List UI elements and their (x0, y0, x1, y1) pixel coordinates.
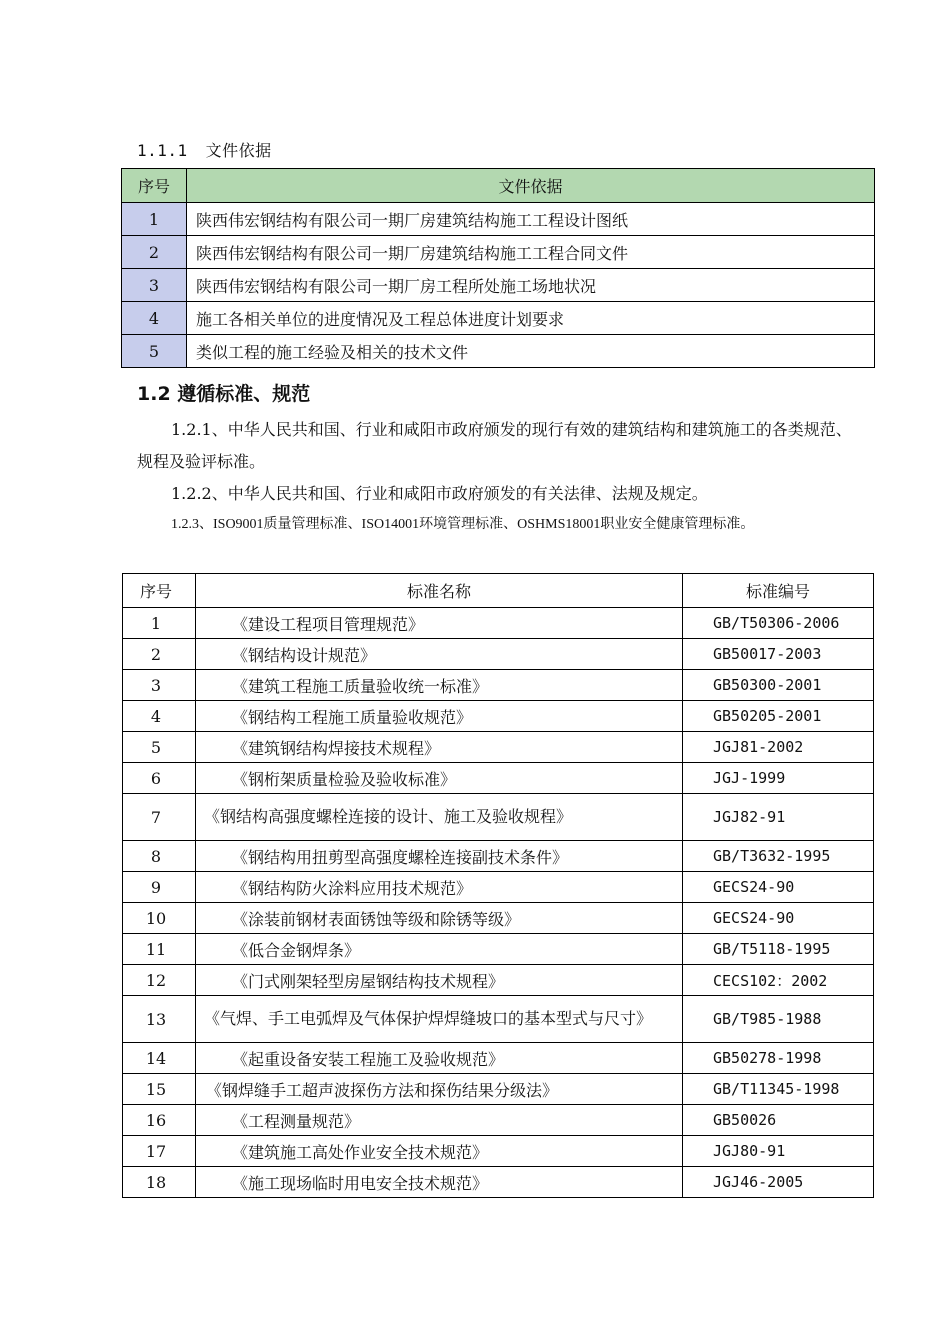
row-standard-name: 《气焊、手工电弧焊及气体保护焊焊缝坡口的基本型式与尺寸》 (196, 996, 683, 1043)
header-standard-name: 标准名称 (196, 574, 683, 608)
table-header-row (122, 169, 875, 203)
table-row (123, 670, 874, 701)
row-standard-name: 《建设工程项目管理规范》 (196, 608, 683, 639)
row-standard-name: 《工程测量规范》 (196, 1105, 683, 1136)
document-basis-table (121, 168, 875, 368)
row-standard-code: GB/T3632-1995 (683, 841, 874, 872)
row-standard-name: 《门式刚架轻型房屋钢结构技术规程》 (196, 965, 683, 996)
row-standard-code: GB/T985-1988 (683, 996, 874, 1043)
row-standard-name: 《钢桁架质量检验及验收标准》 (196, 763, 683, 794)
row-index: 15 (123, 1074, 196, 1105)
row-index: 18 (123, 1167, 196, 1198)
row-index: 10 (123, 903, 196, 934)
paragraph-1-2-2: 1.2.2、中华人民共和国、行业和咸阳市政府颁发的有关法律、法规及规定。 (171, 484, 708, 503)
row-standard-code: GB50017-2003 (683, 639, 874, 670)
row-text: 陕西伟宏钢结构有限公司一期厂房工程所处施工场地状况 (187, 269, 875, 302)
table-row (123, 608, 874, 639)
row-standard-name: 《施工现场临时用电安全技术规范》 (196, 1167, 683, 1198)
row-standard-code: GECS24-90 (683, 903, 874, 934)
row-index: 7 (123, 794, 196, 841)
row-standard-name: 《涂装前钢材表面锈蚀等级和除锈等级》 (196, 903, 683, 934)
table-row (123, 934, 874, 965)
row-standard-name: 《建筑钢结构焊接技术规程》 (196, 732, 683, 763)
header-index: 序号 (122, 169, 187, 203)
row-standard-code: GB50205-2001 (683, 701, 874, 732)
section-heading-1-1-1 (137, 138, 272, 161)
table-row (123, 965, 874, 996)
row-index: 14 (123, 1043, 196, 1074)
table-header-row (123, 574, 874, 608)
row-standard-name: 《钢结构用扭剪型高强度螺栓连接副技术条件》 (196, 841, 683, 872)
table-row (122, 302, 875, 335)
table-row (122, 236, 875, 269)
row-standard-code: GB/T11345-1998 (683, 1074, 874, 1105)
row-index: 16 (123, 1105, 196, 1136)
table-row (123, 639, 874, 670)
paragraph-1-2-1: 1.2.1、中华人民共和国、行业和咸阳市政府颁发的现行有效的建筑结构和建筑施工的各类规范、规程及验评标准。 (137, 420, 852, 471)
row-standard-name: 《建筑施工高处作业安全技术规范》 (196, 1136, 683, 1167)
row-standard-code: JGJ82-91 (683, 794, 874, 841)
row-index: 3 (123, 670, 196, 701)
row-standard-code: JGJ46-2005 (683, 1167, 874, 1198)
row-index: 5 (123, 732, 196, 763)
row-text: 陕西伟宏钢结构有限公司一期厂房建筑结构施工工程合同文件 (187, 236, 875, 269)
row-index: 3 (122, 269, 187, 302)
row-index: 1 (122, 203, 187, 236)
table-row (123, 1105, 874, 1136)
row-index: 2 (123, 639, 196, 670)
row-index: 9 (123, 872, 196, 903)
row-standard-code: JGJ81-2002 (683, 732, 874, 763)
row-standard-name: 《起重设备安装工程施工及验收规范》 (196, 1043, 683, 1074)
row-standard-code: GB50026 (683, 1105, 874, 1136)
row-index: 4 (122, 302, 187, 335)
row-standard-code: GB/T50306-2006 (683, 608, 874, 639)
row-text: 类似工程的施工经验及相关的技术文件 (187, 335, 875, 368)
row-index: 13 (123, 996, 196, 1043)
table-row (123, 701, 874, 732)
row-text: 施工各相关单位的进度情况及工程总体进度计划要求 (187, 302, 875, 335)
table-row (123, 1074, 874, 1105)
table-row (123, 1136, 874, 1167)
table-row (123, 1167, 874, 1198)
row-standard-name: 《钢结构设计规范》 (196, 639, 683, 670)
row-standard-name: 《钢结构防火涂料应用技术规范》 (196, 872, 683, 903)
table-row (123, 794, 874, 841)
row-standard-code: GB50278-1998 (683, 1043, 874, 1074)
row-index: 6 (123, 763, 196, 794)
row-index: 4 (123, 701, 196, 732)
table-row (123, 1043, 874, 1074)
table-row (122, 203, 875, 236)
table-row (123, 841, 874, 872)
table-row (122, 335, 875, 368)
section-title: 文件依据 (205, 141, 272, 160)
row-index: 8 (123, 841, 196, 872)
row-standard-code: JGJ-1999 (683, 763, 874, 794)
header-standard-code: 标准编号 (683, 574, 874, 608)
row-standard-name: 《钢结构工程施工质量验收规范》 (196, 701, 683, 732)
header-document-basis: 文件依据 (187, 169, 875, 203)
table-row (123, 996, 874, 1043)
row-standard-name: 《建筑工程施工质量验收统一标准》 (196, 670, 683, 701)
standards-table (122, 573, 874, 1198)
row-index: 5 (122, 335, 187, 368)
paragraph-1-2-3: 1.2.3、ISO9001质量管理标准、ISO14001环境管理标准、OSHMS18001职业安全健康管理标准。 (171, 517, 755, 532)
table-row (123, 872, 874, 903)
row-index: 12 (123, 965, 196, 996)
row-index: 1 (123, 608, 196, 639)
section-number: 1.1.1 (137, 141, 188, 160)
row-index: 2 (122, 236, 187, 269)
row-standard-name: 《钢焊缝手工超声波探伤方法和探伤结果分级法》 (196, 1074, 683, 1105)
table-row (123, 763, 874, 794)
row-standard-code: JGJ80-91 (683, 1136, 874, 1167)
row-index: 17 (123, 1136, 196, 1167)
row-standard-code: GECS24-90 (683, 872, 874, 903)
row-index: 11 (123, 934, 196, 965)
table-row (122, 269, 875, 302)
header-index: 序号 (123, 574, 196, 608)
row-standard-code: GB50300-2001 (683, 670, 874, 701)
table-row (123, 903, 874, 934)
row-standard-code: GB/T5118-1995 (683, 934, 874, 965)
row-standard-name: 《低合金钢焊条》 (196, 934, 683, 965)
section-heading-1-2: 1.2 遵循标准、规范 (137, 383, 311, 405)
row-text: 陕西伟宏钢结构有限公司一期厂房建筑结构施工工程设计图纸 (187, 203, 875, 236)
row-standard-code: CECS102：2002 (683, 965, 874, 996)
table-row (123, 732, 874, 763)
row-standard-name: 《钢结构高强度螺栓连接的设计、施工及验收规程》 (196, 794, 683, 841)
